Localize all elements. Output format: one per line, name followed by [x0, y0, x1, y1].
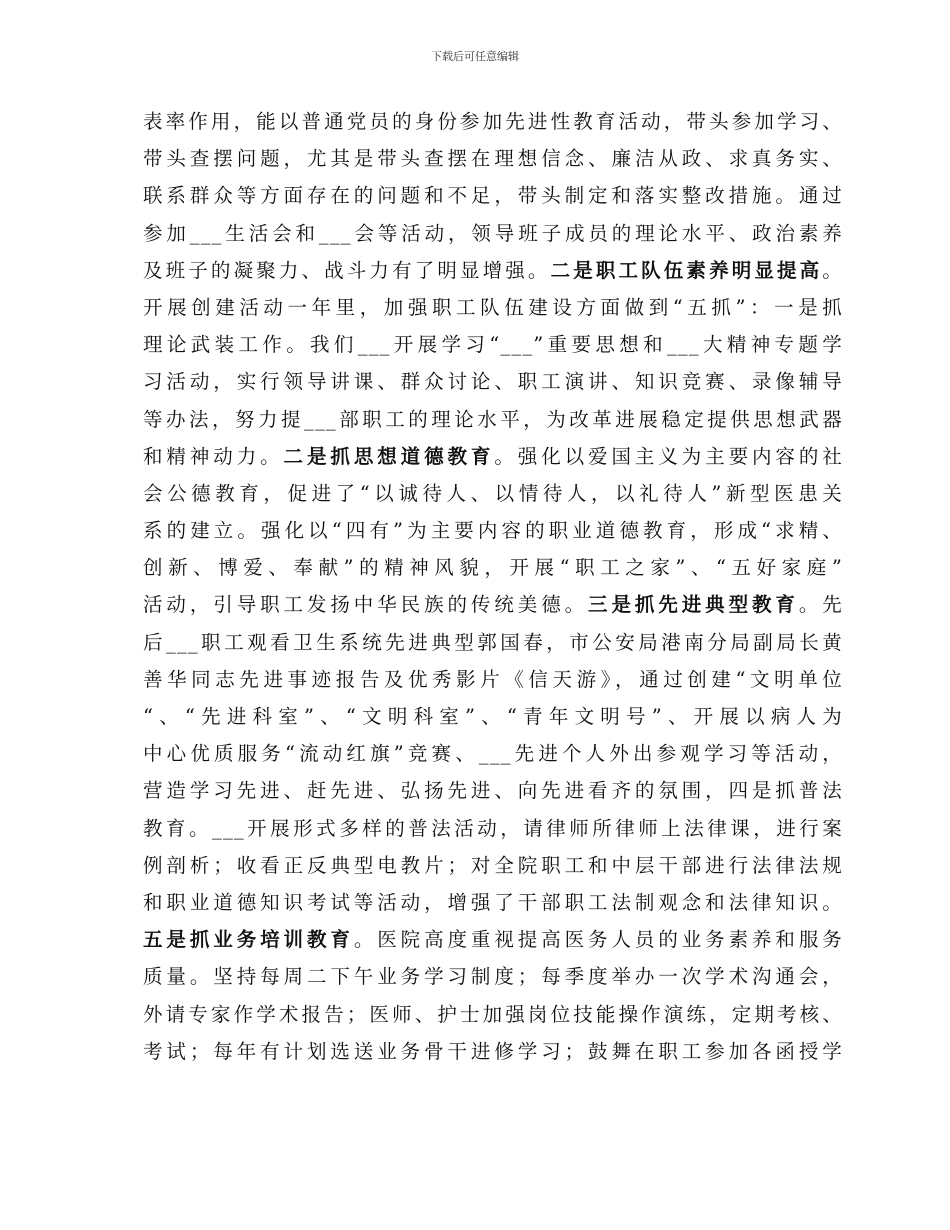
bold-heading-text: 二是抓思想道德教育: [283, 444, 495, 468]
text-line: [143, 363, 843, 400]
text-segment: 开展创建活动一年里，加强职工队伍建设方面做到“五抓”：一是抓: [143, 295, 843, 319]
text-segment: 考试；每年有计划选送业务骨干进修学习；鼓舞在职工参加各函授学: [143, 1039, 843, 1063]
text-segment: 。医院高度重视提高医务人员的业务素养和服务: [353, 928, 843, 952]
text-segment: 及班子的凝聚力、战斗力有了明显增强。: [143, 258, 551, 282]
text-line: [143, 549, 843, 586]
text-segment: 外请专家作学术报告；医师、护士加强岗位技能操作演练，定期考核、: [143, 1002, 843, 1026]
text-segment: “、“先进科室”、“文明科室”、“青年文明号”、开展以病人为: [143, 705, 843, 728]
text-segment: 。先: [798, 593, 843, 617]
text-segment: 例剖析；收看正反典型电教片；对全院职工和中层干部进行法律法规: [143, 853, 843, 877]
text-line: [143, 586, 843, 623]
text-line: [143, 698, 843, 735]
text-segment: 营造学习先进、赶先进、弘扬先进、向先进看齐的氛围，四是抓普法: [143, 779, 843, 803]
text-segment: 联系群众等方面存在的问题和不足，带头制定和落实整改措施。通过: [143, 184, 843, 208]
document-body: [143, 103, 843, 1070]
text-line: [143, 103, 843, 140]
text-segment: 参加___生活会和___会等活动，领导班子成员的理论水平、政治素养: [143, 221, 843, 245]
text-segment: 会公德教育，促进了“以诚待人、以情待人，以礼待人”新型医患关: [143, 481, 843, 505]
text-segment: 。: [822, 258, 843, 282]
text-line: [143, 177, 843, 214]
text-segment: 质量。坚持每周二下午业务学习制度；每季度举办一次学术沟通会，: [143, 965, 843, 989]
text-line: [143, 958, 843, 995]
text-segment: 。强化以爱国主义为主要内容的社: [494, 444, 843, 468]
text-line: [143, 772, 843, 809]
text-segment: 理论武装工作。我们___开展学习“___”重要思想和___大精神专题学: [143, 333, 843, 357]
text-segment: 和职业道德知识考试等活动，增强了干部职工法制观念和法律知识。: [143, 890, 843, 914]
text-line: [143, 215, 843, 252]
text-segment: 表率作用，能以普通党员的身份参加先进性教育活动，带头参加学习、: [143, 110, 843, 133]
bold-heading-text: 三是抓先进典型教育: [588, 593, 799, 617]
bold-heading-text: 二是职工队伍素养明显提高: [550, 258, 823, 282]
text-line: [143, 326, 843, 363]
text-segment: 活动，引导职工发扬中华民族的传统美德。: [143, 593, 589, 617]
text-line: [143, 921, 843, 958]
bold-heading-text: 五是抓业务培训教育: [143, 928, 354, 952]
text-line: [143, 1033, 843, 1070]
text-segment: 创新、博爱、奉献”的精神风貌，开展“职工之家”、“五好家庭”: [143, 556, 843, 580]
text-segment: 系的建立。强化以“四有”为主要内容的职业道德教育，形成“求精、: [143, 519, 843, 543]
text-line: [143, 140, 843, 177]
text-line: [143, 661, 843, 698]
text-segment: 带头查摆问题，尤其是带头查摆在理想信念、廉洁从政、求真务实、: [143, 147, 843, 171]
text-segment: 等办法，努力提___部职工的理论水平，为改革进展稳定提供思想武器: [143, 407, 843, 431]
text-segment: 习活动，实行领导讲课、群众讨论、职工演讲、知识竞赛、录像辅导: [143, 370, 843, 394]
text-line: [143, 252, 843, 289]
text-segment: 善华同志先进事迹报告及优秀影片《信天游》，通过创建“文明单位: [143, 667, 843, 691]
text-segment: 后___职工观看卫生系统先进典型郭国春，市公安局港南分局副局长黄: [143, 630, 843, 654]
text-line: [143, 884, 843, 921]
text-line: [143, 289, 843, 326]
text-segment: 和精神动力。: [143, 444, 284, 468]
text-line: [143, 624, 843, 661]
text-line: [143, 735, 843, 772]
text-line: [143, 401, 843, 438]
page-header-note: 下载后可任意编辑: [431, 50, 519, 63]
text-segment: 中心优质服务“流动红旗”竞赛、___先进个人外出参观学习等活动，: [143, 742, 843, 766]
text-line: [143, 475, 843, 512]
text-line: [143, 438, 843, 475]
text-line: [143, 847, 843, 884]
text-line: [143, 996, 843, 1033]
text-line: [143, 512, 843, 549]
text-segment: 教育。___开展形式多样的普法活动，请律师所律师上法律课，进行案: [143, 816, 843, 840]
text-line: [143, 810, 843, 847]
